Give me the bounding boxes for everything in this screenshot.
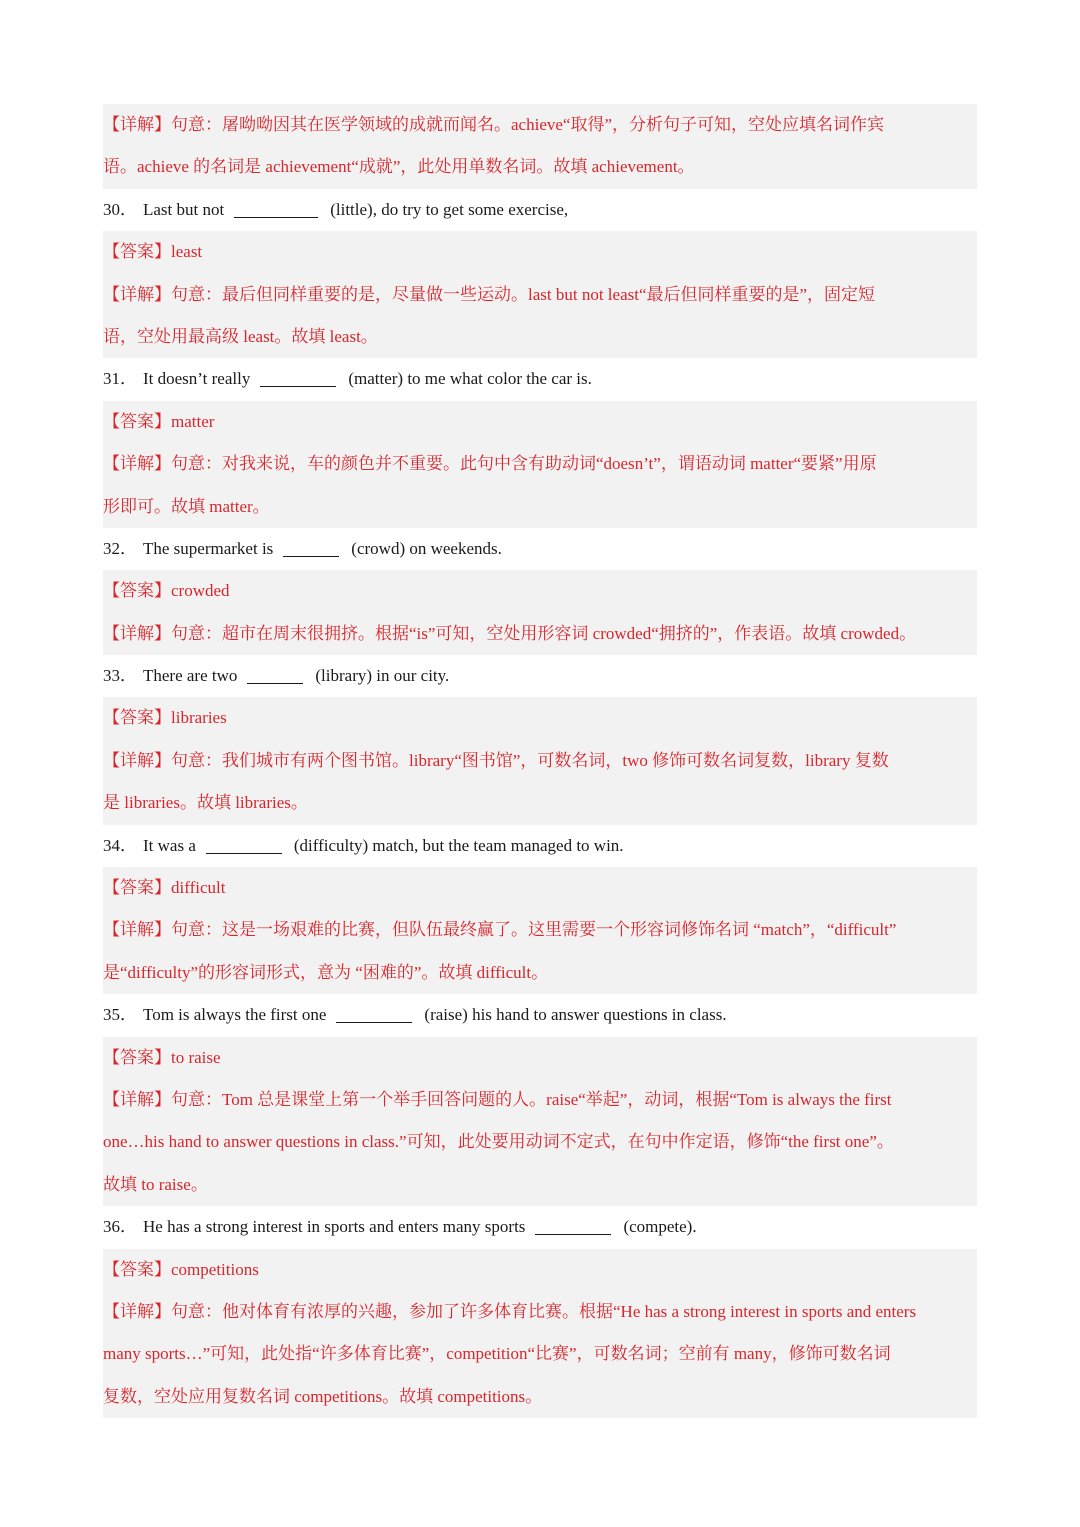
question-32 <box>103 528 977 570</box>
question-number: 31． <box>103 369 137 389</box>
detail-line: 【详解】句意：他对体育有浓厚的兴趣，参加了许多体育比赛。根据“He has a strong interest in sports and enters <box>103 1301 917 1321</box>
detail-line: 语，空处用最高级 least。故填 least。 <box>103 326 378 346</box>
question-text-after: (crowd) on weekends. <box>351 538 502 558</box>
answer-block-35 <box>103 1037 977 1207</box>
question-33 <box>103 655 977 697</box>
question-text-after: (difficulty) match, but the team managed to win. <box>293 835 624 855</box>
detail-line: 复数，空处应用复数名词 competitions。故填 competitions。 <box>103 1386 543 1406</box>
detail-line: 形即可。故填 matter。 <box>103 496 270 516</box>
question-text-before: Last but not <box>143 199 225 219</box>
detail-block-29 <box>103 104 977 189</box>
answer-blank <box>336 1004 412 1023</box>
answer-line: 【答案】to raise <box>103 1047 221 1067</box>
answer-block-30 <box>103 231 977 358</box>
answer-blank <box>260 368 336 387</box>
answer-block-33 <box>103 697 977 824</box>
answer-block-36 <box>103 1249 977 1419</box>
answer-line: 【答案】competitions <box>103 1259 259 1279</box>
question-text-after: (matter) to me what color the car is. <box>348 369 592 389</box>
question-text-before: It was a <box>143 835 196 855</box>
detail-line: 【详解】句意：最后但同样重要的是，尽量做一些运动。last but not least“最后但同样重要的是”，固定短 <box>103 284 876 304</box>
question-text-before: The supermarket is <box>143 538 274 558</box>
answer-line: 【答案】least <box>103 242 203 262</box>
detail-line: 是 libraries。故填 libraries。 <box>103 793 308 813</box>
detail-line: 语。achieve 的名词是 achievement“成就”，此处用单数名词。故填 achievement。 <box>103 157 695 177</box>
question-35 <box>103 994 977 1036</box>
detail-line: 【详解】句意：屠呦呦因其在医学领域的成就而闻名。achieve“取得”，分析句子可知，空处应填名词作宾 <box>103 115 884 134</box>
answer-block-31 <box>103 401 977 528</box>
question-text-before: It doesn’t really <box>143 369 251 389</box>
question-number: 32． <box>103 538 137 558</box>
question-number: 34． <box>103 835 137 855</box>
question-text-before: He has a strong interest in sports and enters many sports <box>143 1217 526 1237</box>
detail-line: 【详解】句意：我们城市有两个图书馆。library“图书馆”，可数名词，two 修饰可数名词复数，library 复数 <box>103 750 889 770</box>
answer-blank <box>283 538 339 557</box>
question-36 <box>103 1206 977 1248</box>
detail-line: 【详解】句意：对我来说，车的颜色并不重要。此句中含有助动词“doesn’t”，谓语动词 matter“要紧”用原 <box>103 454 877 474</box>
answer-blank <box>535 1216 611 1235</box>
question-text-after: (little), do try to get some exercise, <box>330 199 569 219</box>
question-34 <box>103 825 977 867</box>
detail-line: 【详解】句意：超市在周末很拥挤。根据“is”可知，空处用形容词 crowded“拥挤的”，作表语。故填 crowded。 <box>103 623 917 643</box>
detail-line: 【详解】句意：这是一场艰难的比赛，但队伍最终赢了。这里需要一个形容词修饰名词 “match”，“difficult” <box>103 920 897 940</box>
question-text-before: There are two <box>143 666 238 686</box>
question-number: 36． <box>103 1217 137 1237</box>
detail-line: 是“difficulty”的形容词形式，意为 “困难的”。故填 difficult。 <box>103 962 549 982</box>
answer-line: 【答案】crowded <box>103 581 230 601</box>
question-text-after: (library) in our city. <box>315 666 450 686</box>
answer-line: 【答案】matter <box>103 411 215 431</box>
detail-line: 【详解】句意：Tom 总是课堂上第一个举手回答问题的人。raise“举起”，动词，根据“Tom is always the first <box>103 1089 892 1109</box>
answer-blank <box>206 835 282 854</box>
answer-block-34 <box>103 867 977 994</box>
detail-line: one…his hand to answer questions in class.”可知，此处要用动词不定式，在句中作定语，修饰“the first one”。 <box>103 1132 894 1152</box>
question-number: 35． <box>103 1005 137 1025</box>
answer-blank <box>234 199 318 218</box>
detail-line: many sports…”可知，此处指“许多体育比赛”，competition“比赛”，可数名词；空前有 many，修饰可数名词 <box>103 1344 891 1364</box>
detail-line: 故填 to raise。 <box>103 1174 208 1194</box>
answer-line: 【答案】libraries <box>103 708 227 728</box>
question-31 <box>103 358 977 400</box>
question-text-before: Tom is always the first one <box>143 1005 327 1025</box>
question-number: 30． <box>103 199 137 219</box>
answer-blank <box>247 665 303 684</box>
answer-line: 【答案】difficult <box>103 878 226 898</box>
answer-block-32 <box>103 570 977 655</box>
question-text-after: (raise) his hand to answer questions in class. <box>424 1005 727 1025</box>
question-30 <box>103 189 977 231</box>
question-number: 33． <box>103 666 137 686</box>
question-text-after: (compete). <box>623 1217 697 1237</box>
exercise-content <box>103 104 977 1418</box>
